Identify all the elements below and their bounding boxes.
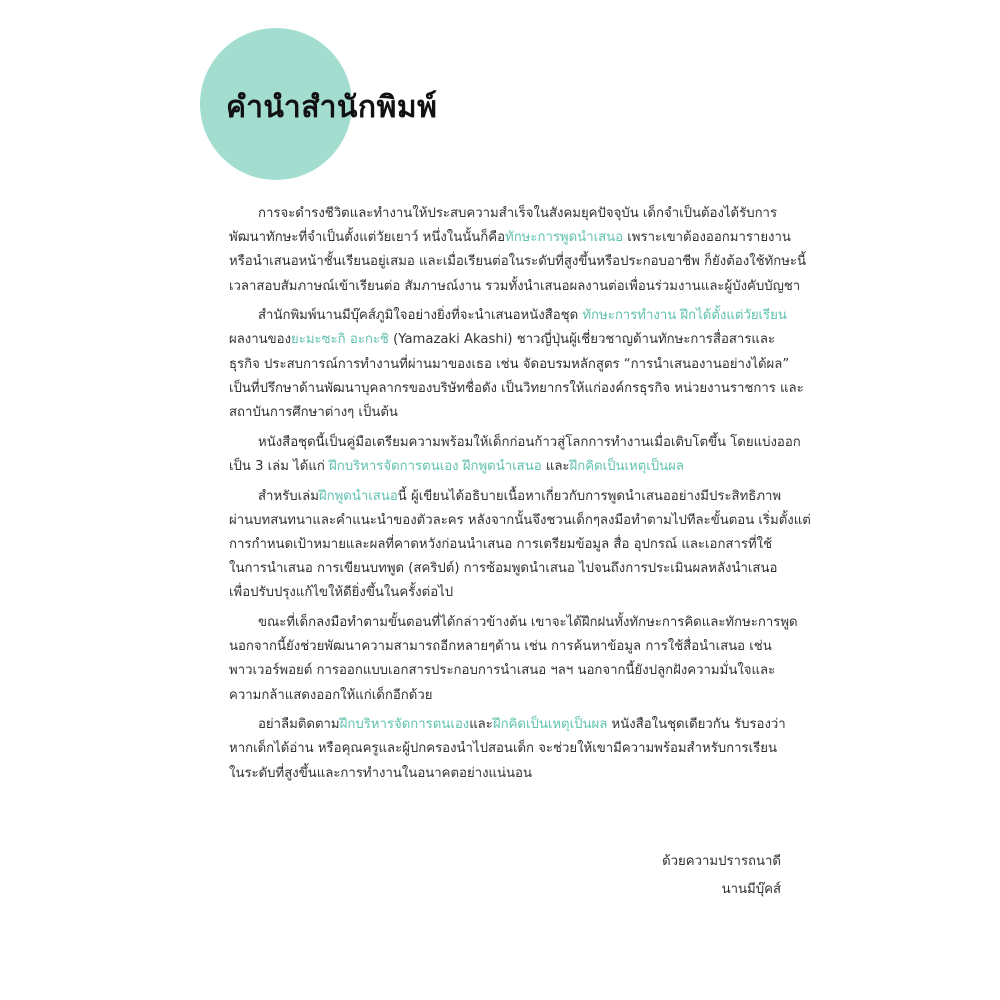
- text-line: [229, 611, 801, 635]
- text-run: เป็นที่ปรึกษาด้านพัฒนาบุคลากรของบริษัทชื่อดัง เป็นวิทยากรให้แก่องค์กรธุรกิจ หน่วยงานราชการ และ: [229, 380, 804, 396]
- text-line: [229, 737, 801, 761]
- preface-body: [229, 202, 811, 786]
- paragraph: [229, 713, 801, 786]
- text-line: [229, 635, 801, 659]
- text-line: [229, 377, 804, 401]
- text-line: [229, 455, 801, 479]
- text-run: สำหรับเล่ม: [258, 488, 319, 504]
- text-run: เพื่อปรับปรุงแก้ไขให้ดียิ่งขึ้นในครั้งต่อไป: [229, 585, 454, 601]
- text-run: การกำหนดเป้าหมายและผลที่คาดหวังก่อนนำเสนอ การเตรียมข้อมูล สื่อ อุปกรณ์ และเอกสารที่ใช้: [229, 536, 773, 552]
- text-run: สถาบันการศึกษาต่างๆ เป็นต้น: [229, 405, 398, 420]
- text-line: [229, 226, 801, 250]
- page-title: คำนำสำนักพิมพ์: [226, 90, 438, 125]
- highlighted-book-title: ยะมะซะกิ อะกะชิ: [291, 332, 389, 348]
- paragraph: [229, 304, 804, 425]
- text-run: และ: [541, 458, 570, 474]
- text-line: [229, 581, 801, 605]
- text-run: การจะดำรงชีวิตและทำงานให้ประสบความสำเร็จในสังคมยุคปัจจุบัน เด็กจำเป็นต้องได้รับการ: [258, 206, 778, 221]
- paragraph: [229, 485, 811, 606]
- paragraph: [229, 431, 801, 479]
- highlighted-book-title: ฝึกบริหารจัดการตนเอง ฝึกพูดนำเสนอ: [329, 458, 542, 474]
- text-run: พาวเวอร์พอยต์ การออกแบบเอกสารประกอบการนำเสนอ ฯลฯ นอกจากนี้ยังปลูกฝังความมั่นใจและ: [229, 663, 776, 679]
- text-run: สำนักพิมพ์นานมีบุ๊คส์ภูมิใจอย่างยิ่งที่จะนำเสนอหนังสือชุด: [258, 308, 583, 324]
- text-line: [229, 250, 806, 274]
- text-line: [229, 713, 801, 737]
- text-line: [229, 304, 801, 328]
- highlighted-book-title: ฝึกคิดเป็นเหตุเป็นผล: [569, 458, 684, 474]
- text-line: [229, 533, 801, 557]
- text-run: ผลงานของ: [229, 332, 292, 348]
- text-run: ธุรกิจ ประสบการณ์การทำงานที่ผ่านมาของเธอ เช่น จัดอบรมหลักสูตร “การนำเสนองานอย่างได้ผล”: [229, 356, 790, 372]
- highlighted-book-title: ทักษะการทำงาน ฝึกได้ตั้งแต่วัยเรียน: [582, 308, 787, 324]
- text-run: นี้ ผู้เขียนได้อธิบายเนื้อหาเกี่ยวกับการพูดนำเสนออย่างมีประสิทธิภาพ: [397, 488, 782, 504]
- text-run: อย่าลืมติดตาม: [258, 717, 340, 733]
- text-line: [229, 202, 801, 226]
- text-run: ในการนำเสนอ การเขียนบทพูด (สคริปต์) การซ้อมพูดนำเสนอ ไปจนถึงการประเมินผลหลังนำเสนอ: [229, 561, 778, 577]
- text-line: [229, 659, 801, 683]
- text-line: [229, 509, 811, 533]
- text-line: [229, 353, 801, 377]
- text-run: ในระดับที่สูงขึ้นและการทำงานในอนาคตอย่างแน่นอน: [229, 765, 532, 781]
- text-line: [229, 684, 801, 708]
- text-line: [229, 557, 801, 581]
- highlighted-book-title: ฝึกพูดนำเสนอ: [318, 488, 398, 504]
- text-line: [229, 275, 801, 299]
- text-run: เป็น 3 เล่ม ได้แก่: [229, 458, 330, 474]
- text-run: (Yamazaki Akashi) ชาวญี่ปุ่นผู้เชี่ยวชาญด้านทักษะการสื่อสารและ: [388, 332, 776, 348]
- text-run: ผ่านบทสนทนาและคำแนะนำของตัวละคร หลังจากนั้นจึงชวนเด็กๆลงมือทำตามไปทีละขั้นตอน เริ่มตั้งแต่: [229, 512, 811, 528]
- highlighted-book-title: ฝึกบริหารจัดการตนเอง: [339, 717, 470, 733]
- text-run: ความกล้าแสดงออกให้แก่เด็กอีกด้วย: [229, 687, 433, 703]
- text-line: [229, 431, 801, 455]
- highlighted-book-title: ฝึกคิดเป็นเหตุเป็นผล: [492, 717, 608, 733]
- text-line: [229, 762, 801, 786]
- text-run: หนังสือในชุดเดียวกัน รับรองว่า: [607, 717, 786, 733]
- text-run: หนังสือชุดนี้เป็นคู่มือเตรียมความพร้อมให้เด็กก่อนก้าวสู่โลกการทำงานเมื่อเติบโตขึ้น โดยแบ่งออก: [258, 434, 801, 450]
- highlighted-book-title: ทักษะการพูดนำเสนอ: [505, 230, 624, 246]
- text-line: [229, 328, 801, 352]
- paragraph: [229, 611, 801, 708]
- text-run: นอกจากนี้ยังช่วยพัฒนาความสามารถอีกหลายๆด้าน เช่น การค้นหาข้อมูล การใช้สื่อนำเสนอ เช่น: [229, 639, 772, 655]
- text-line: [229, 401, 801, 425]
- signature-block: [662, 848, 781, 904]
- text-line: [229, 485, 801, 509]
- text-run: พัฒนาทักษะที่จำเป็นตั้งแต่วัยเยาว์ หนึ่งในนั้นก็คือ: [229, 230, 505, 246]
- signature-publisher: นานมีบุ๊คส์: [721, 882, 781, 897]
- signature-closing: ด้วยความปรารถนาดี: [662, 854, 781, 869]
- paragraph: [229, 202, 806, 299]
- text-run: ขณะที่เด็กลงมือทำตามขั้นตอนที่ได้กล่าวข้างต้น เขาจะได้ฝึกฝนทั้งทักษะการคิดและทักษะการพูด: [258, 615, 798, 630]
- text-run: หรือนำเสนอหน้าชั้นเรียนอยู่เสมอ และเมื่อเรียนต่อในระดับที่สูงขึ้นหรือประกอบอาชีพ ก็ยังต้องใช้ทักษะนี้: [229, 254, 806, 270]
- text-run: เวลาสอบสัมภาษณ์เข้าเรียนต่อ สัมภาษณ์งาน รวมทั้งนำเสนอผลงานต่อเพื่อนร่วมงานและผู้บังคับบัญชา: [229, 278, 801, 294]
- text-run: หากเด็กได้อ่าน หรือคุณครูและผู้ปกครองนำไปสอนเด็ก จะช่วยให้เขามีความพร้อมสำหรับการเรียน: [229, 741, 777, 757]
- text-run: เพราะเขาต้องออกมารายงาน: [623, 230, 791, 246]
- text-run: และ: [469, 717, 493, 733]
